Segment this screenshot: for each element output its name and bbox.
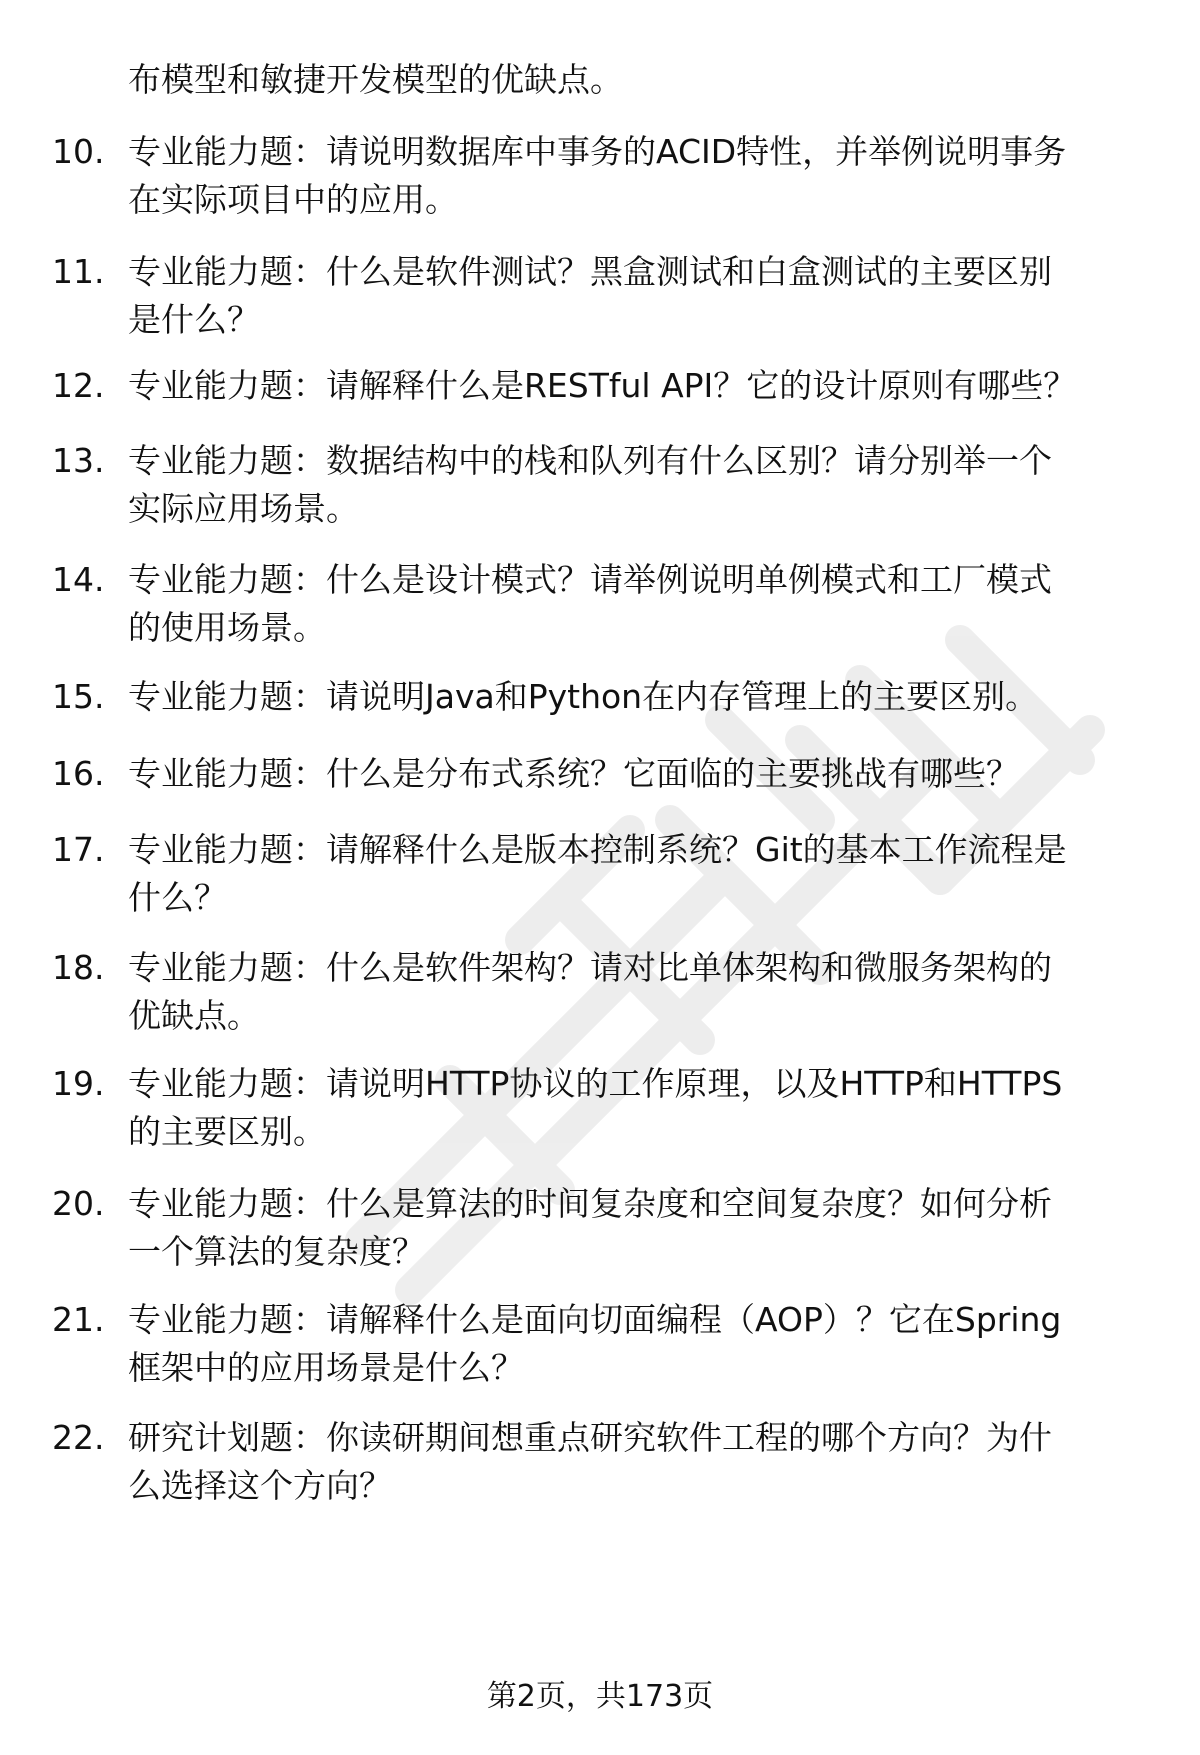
question-text-line: 专业能力题：请说明HTTP协议的工作原理，以及HTTP和HTTPS — [128, 1064, 1063, 1103]
question-text — [128, 1296, 1158, 1392]
question-text — [128, 944, 1158, 1040]
question-text — [128, 437, 1158, 533]
question-text-line: 的主要区别。 — [128, 1112, 326, 1151]
question-number: 12. — [52, 366, 105, 405]
question-number: 19. — [52, 1064, 105, 1103]
question-number: 22. — [52, 1418, 105, 1457]
question-text — [128, 826, 1158, 922]
question-text-line: 专业能力题：请解释什么是面向切面编程（AOP）？它在Spring — [128, 1300, 1062, 1339]
question-text-line: 一个算法的复杂度？ — [128, 1232, 425, 1271]
question-text-line: 框架中的应用场景是什么？ — [128, 1348, 524, 1387]
question-text-line: 什么？ — [128, 878, 227, 917]
question-text-line: 专业能力题：数据结构中的栈和队列有什么区别？请分别举一个 — [128, 441, 1052, 480]
question-text — [128, 362, 1158, 410]
question-number: 10. — [52, 132, 105, 171]
question-text — [128, 248, 1158, 344]
question-number: 15. — [52, 677, 105, 716]
intro-continuation: 布模型和敏捷开发模型的优缺点。 — [128, 60, 623, 99]
question-text-line: 专业能力题：什么是分布式系统？它面临的主要挑战有哪些？ — [128, 754, 1019, 793]
question-text-line: 优缺点。 — [128, 996, 260, 1035]
question-text — [128, 750, 1158, 798]
question-number: 11. — [52, 252, 105, 291]
question-text-line: 专业能力题：什么是设计模式？请举例说明单例模式和工厂模式 — [128, 560, 1052, 599]
question-text — [128, 556, 1158, 652]
question-text-line: 么选择这个方向？ — [128, 1466, 392, 1505]
question-text-line: 实际应用场景。 — [128, 489, 359, 528]
question-text — [128, 128, 1158, 224]
question-text — [128, 1060, 1158, 1156]
question-text-line: 是什么？ — [128, 300, 260, 339]
page-footer: 第2页，共173页 — [486, 1679, 714, 1714]
question-text-line: 专业能力题：什么是软件架构？请对比单体架构和微服务架构的 — [128, 948, 1052, 987]
question-text — [128, 1414, 1158, 1510]
question-text-line: 专业能力题：请说明Java和Python在内存管理上的主要区别。 — [128, 677, 1039, 716]
question-text-line: 专业能力题：什么是算法的时间复杂度和空间复杂度？如何分析 — [128, 1184, 1052, 1223]
question-text-line: 在实际项目中的应用。 — [128, 180, 458, 219]
question-number: 18. — [52, 948, 105, 987]
question-text-line: 专业能力题：请说明数据库中事务的ACID特性，并举例说明事务 — [128, 132, 1067, 171]
question-number: 17. — [52, 830, 105, 869]
question-number: 16. — [52, 754, 105, 793]
question-number: 14. — [52, 560, 105, 599]
question-text-line: 专业能力题：请解释什么是RESTful API？它的设计原则有哪些？ — [128, 366, 1077, 405]
question-text-line: 专业能力题：请解释什么是版本控制系统？Git的基本工作流程是 — [128, 830, 1067, 869]
question-number: 13. — [52, 441, 105, 480]
question-text-line: 的使用场景。 — [128, 608, 326, 647]
question-text — [128, 1180, 1158, 1276]
question-text-line: 研究计划题：你读研期间想重点研究软件工程的哪个方向？为什 — [128, 1418, 1052, 1457]
question-text — [128, 673, 1158, 721]
question-number: 21. — [52, 1300, 105, 1339]
question-text-line: 专业能力题：什么是软件测试？黑盒测试和白盒测试的主要区别 — [128, 252, 1052, 291]
question-number: 20. — [52, 1184, 105, 1223]
